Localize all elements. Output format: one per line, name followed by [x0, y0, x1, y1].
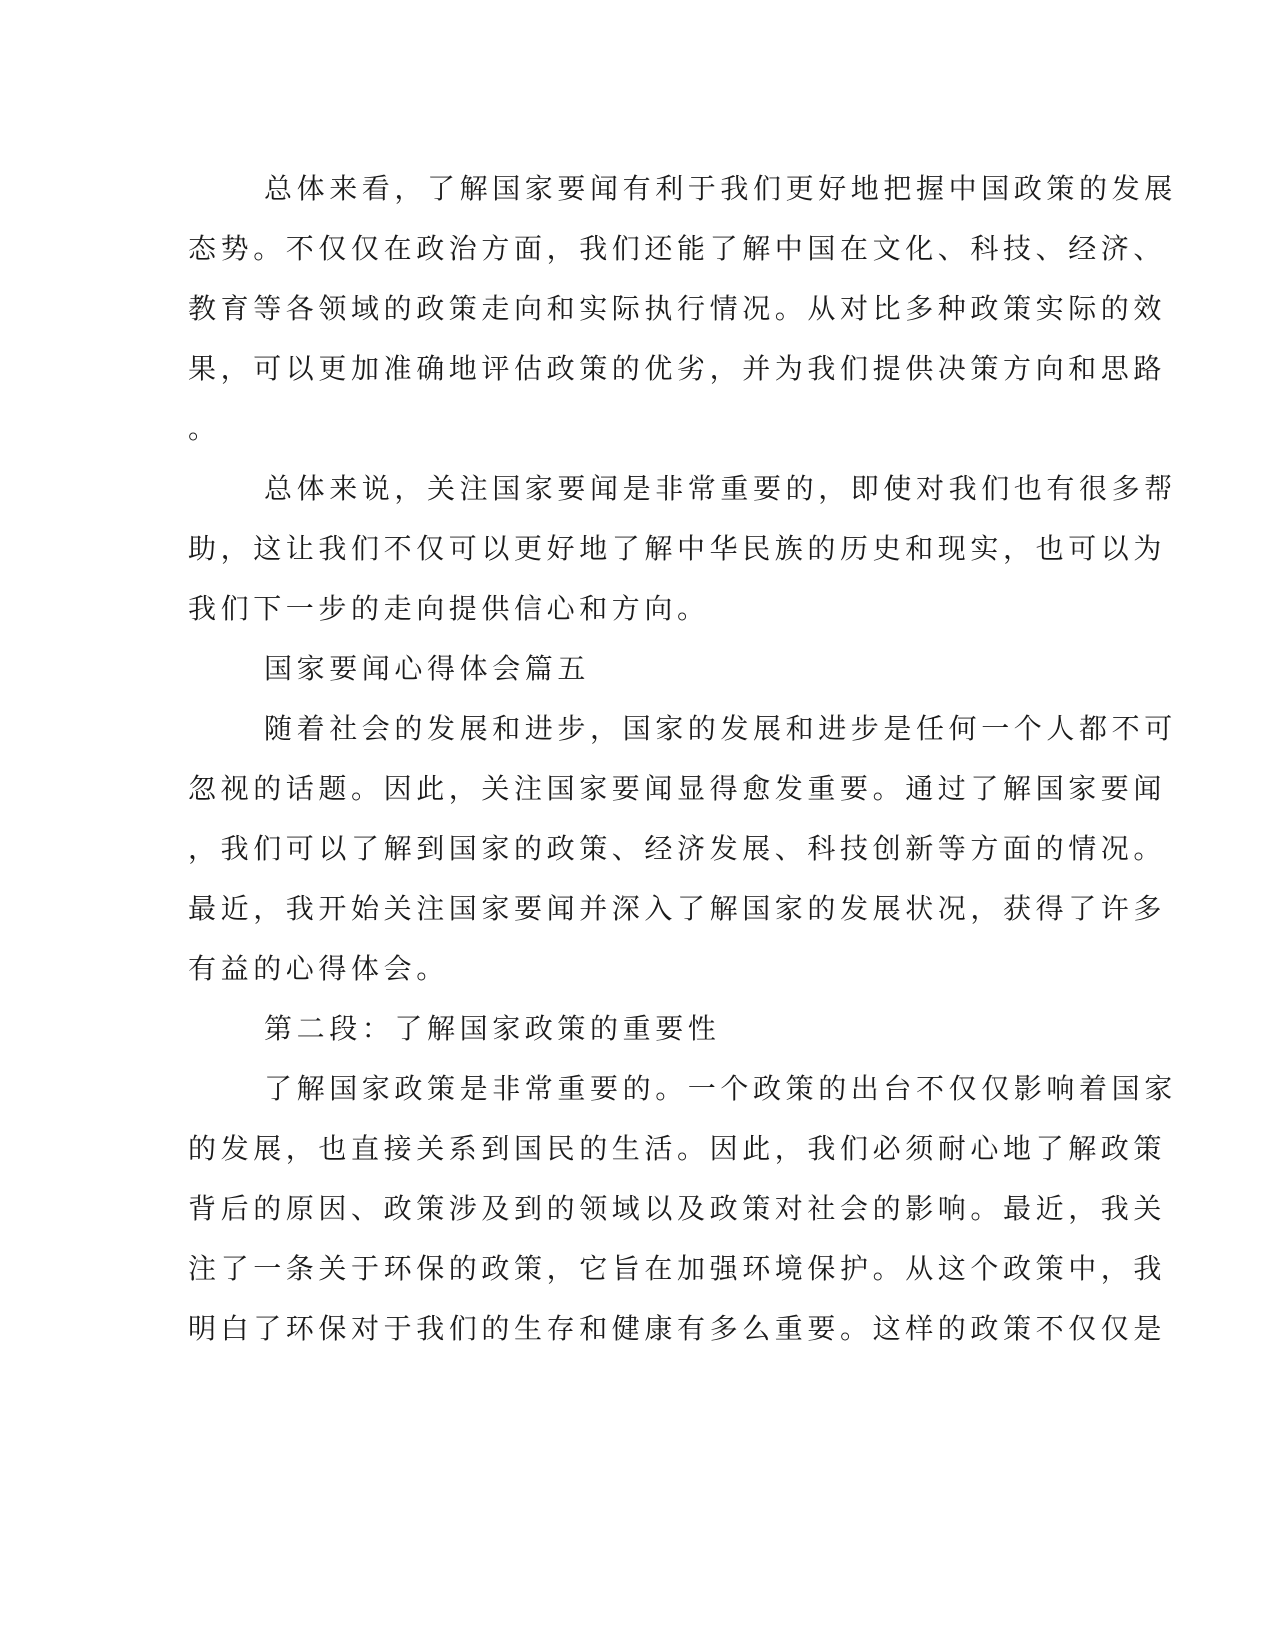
- subsection-heading: 第二段：了解国家政策的重要性: [264, 1012, 721, 1045]
- paragraph-4-line-3: 背后的原因、政策涉及到的领域以及政策对社会的影响。最近，我关: [188, 1192, 1167, 1225]
- paragraph-4-line-2: 的发展，也直接关系到国民的生活。因此，我们必须耐心地了解政策: [188, 1132, 1167, 1165]
- paragraph-2-line-3: 我们下一步的走向提供信心和方向。: [188, 592, 710, 625]
- paragraph-1-line-2: 态势。不仅仅在政治方面，我们还能了解中国在文化、科技、经济、: [188, 232, 1167, 265]
- paragraph-4-line-1: 了解国家政策是非常重要的。一个政策的出台不仅仅影响着国家: [264, 1072, 1177, 1105]
- paragraph-2-line-1: 总体来说，关注国家要闻是非常重要的，即使对我们也有很多帮: [264, 472, 1177, 505]
- paragraph-3-line-3: ，我们可以了解到国家的政策、经济发展、科技创新等方面的情况。: [188, 832, 1167, 865]
- section-heading: 国家要闻心得体会篇五: [264, 652, 591, 685]
- paragraph-1-line-1: 总体来看，了解国家要闻有利于我们更好地把握中国政策的发展: [264, 172, 1177, 205]
- paragraph-3-line-2: 忽视的话题。因此，关注国家要闻显得愈发重要。通过了解国家要闻: [188, 772, 1167, 805]
- paragraph-4-line-4: 注了一条关于环保的政策，它旨在加强环境保护。从这个政策中，我: [188, 1252, 1167, 1285]
- paragraph-3-line-1: 随着社会的发展和进步，国家的发展和进步是任何一个人都不可: [264, 712, 1177, 745]
- paragraph-4-line-5: 明白了环保对于我们的生存和健康有多么重要。这样的政策不仅仅是: [188, 1312, 1167, 1345]
- paragraph-3-line-5: 有益的心得体会。: [188, 952, 449, 985]
- paragraph-2-line-2: 助，这让我们不仅可以更好地了解中华民族的历史和现实，也可以为: [188, 532, 1167, 565]
- paragraph-1-line-4: 果，可以更加准确地评估政策的优劣，并为我们提供决策方向和思路: [188, 352, 1167, 385]
- paragraph-3-line-4: 最近，我开始关注国家要闻并深入了解国家的发展状况，获得了许多: [188, 892, 1167, 925]
- paragraph-1-line-3: 教育等各领域的政策走向和实际执行情况。从对比多种政策实际的效: [188, 292, 1167, 325]
- paragraph-1-line-5: 。: [188, 412, 221, 445]
